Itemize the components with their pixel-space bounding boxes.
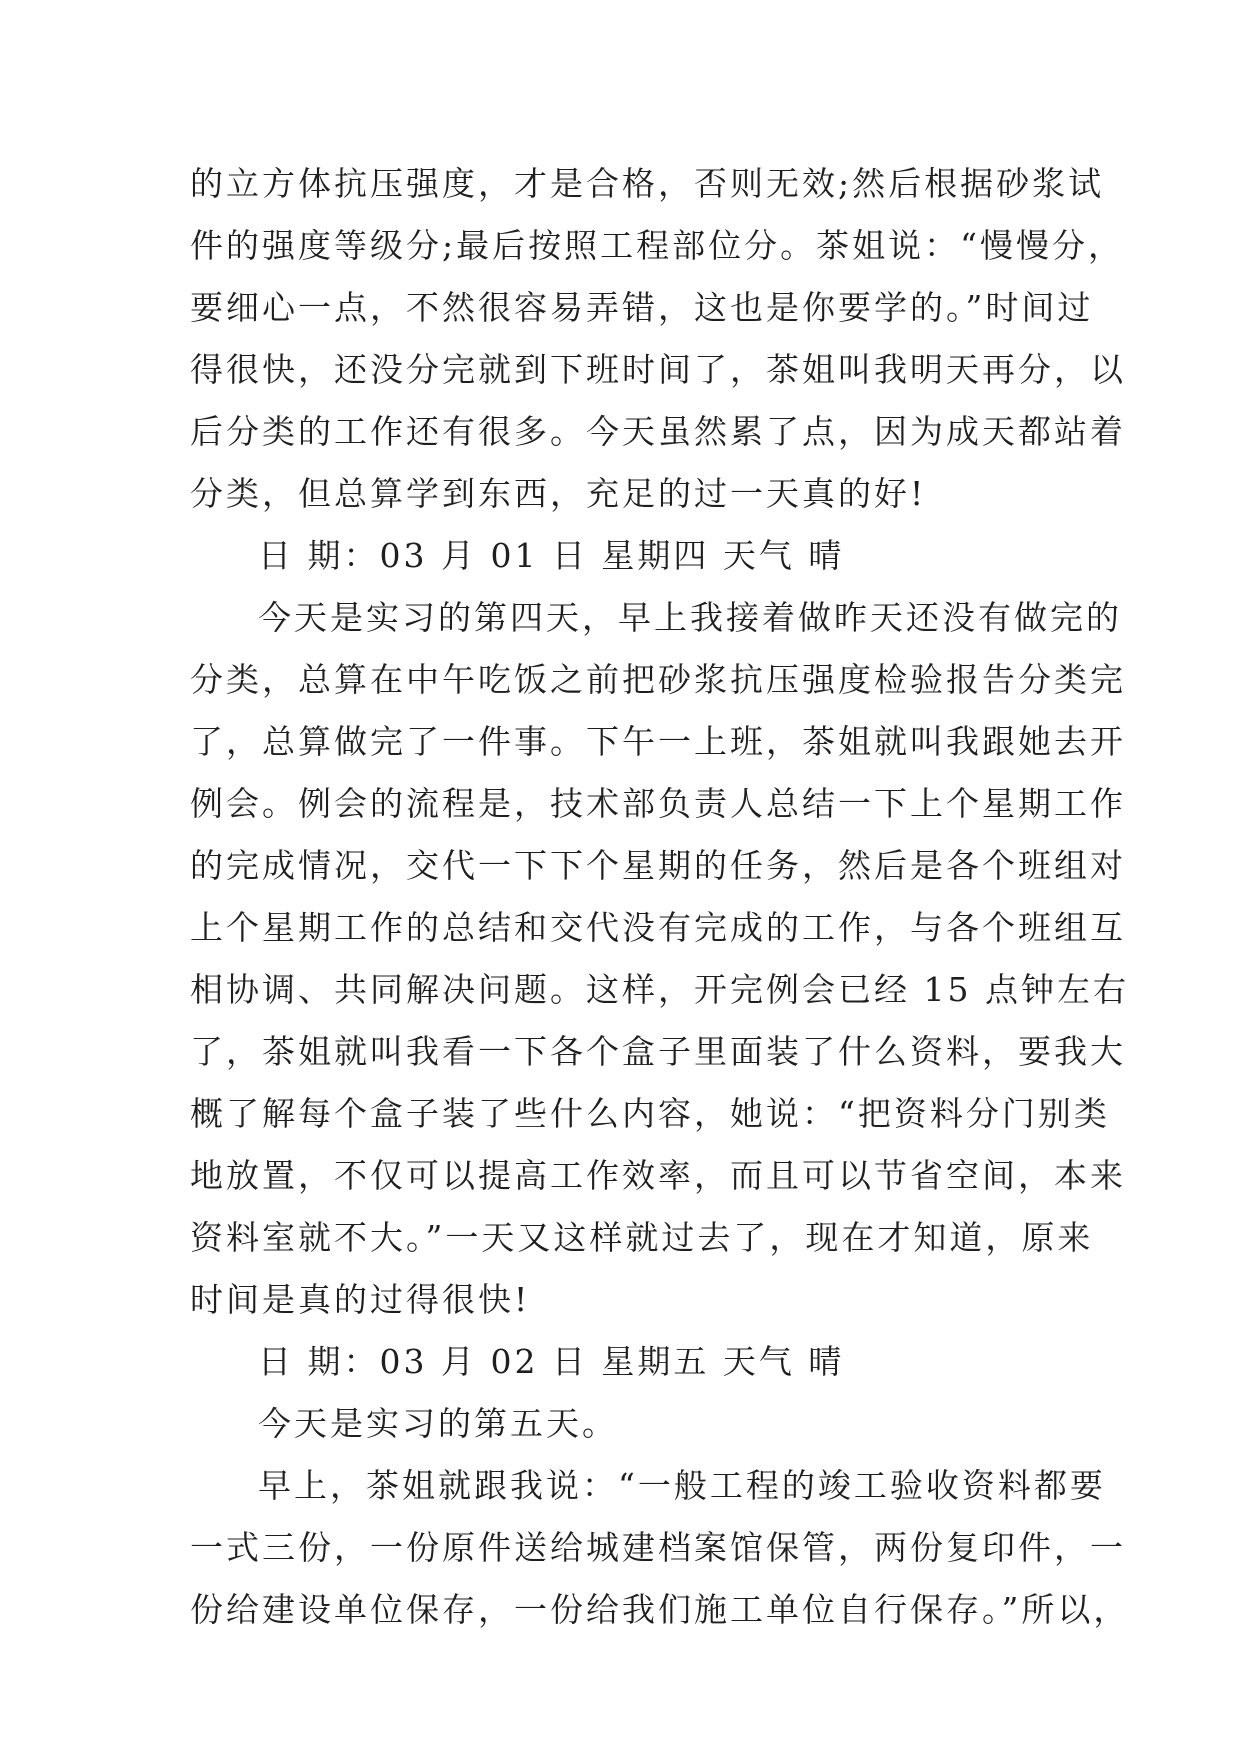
text-line: 例会。例会的流程是，技术部负责人总结一下上个星期工作 <box>190 784 1126 823</box>
text-line: 的完成情况，交代一下下个星期的任务，然后是各个班组对 <box>190 846 1126 885</box>
text-line: 了，茶姐就叫我看一下各个盒子里面装了什么资料，要我大 <box>190 1032 1126 1071</box>
text-line: 今天是实习的第四天，早上我接着做昨天还没有做完的 <box>258 598 1122 637</box>
text-line: 件的强度等级分;最后按照工程部位分。茶姐说：“慢慢分， <box>190 226 1124 265</box>
text-line: 后分类的工作还有很多。今天虽然累了点，因为成天都站着 <box>190 412 1126 451</box>
text-line: 概了解每个盒子装了些什么内容，她说：“把资料分门别类 <box>190 1094 1110 1133</box>
text-line: 时间是真的过得很快! <box>190 1280 531 1319</box>
text-line: 分类，总算在中午吃饭之前把砂浆抗压强度检验报告分类完 <box>190 660 1126 699</box>
text-line: 份给建设单位保存，一份给我们施工单位自行保存。”所以， <box>190 1590 1130 1629</box>
text-line: 今天是实习的第五天。 <box>258 1404 618 1443</box>
text-line: 上个星期工作的总结和交代没有完成的工作，与各个班组互 <box>190 908 1126 947</box>
text-line: 了，总算做完了一件事。下午一上班，茶姐就叫我跟她去开 <box>190 722 1126 761</box>
text-line: 地放置，不仅可以提高工作效率，而且可以节省空间，本来 <box>190 1156 1126 1195</box>
document-body <box>190 153 1130 1641</box>
text-line: 分类，但总算学到东西，充足的过一天真的好! <box>190 474 927 513</box>
text-line: 早上，茶姐就跟我说：“一般工程的竣工验收资料都要 <box>258 1466 1106 1505</box>
text-line: 日 期：03 月 01 日 星期四 天气 晴 <box>258 536 845 575</box>
text-line: 日 期：03 月 02 日 星期五 天气 晴 <box>258 1342 845 1381</box>
text-line: 的立方体抗压强度，才是合格，否则无效;然后根据砂浆试 <box>190 164 1105 203</box>
text-line: 得很快，还没分完就到下班时间了，茶姐叫我明天再分，以 <box>190 350 1126 389</box>
text-line: 相协调、共同解决问题。这样，开完例会已经 15 点钟左右 <box>190 970 1129 1009</box>
text-line: 一式三份，一份原件送给城建档案馆保管，两份复印件，一 <box>190 1528 1126 1567</box>
text-line: 资料室就不大。”一天又这样就过去了，现在才知道，原来 <box>190 1218 1094 1257</box>
text-line: 要细心一点，不然很容易弄错，这也是你要学的。”时间过 <box>190 288 1094 327</box>
